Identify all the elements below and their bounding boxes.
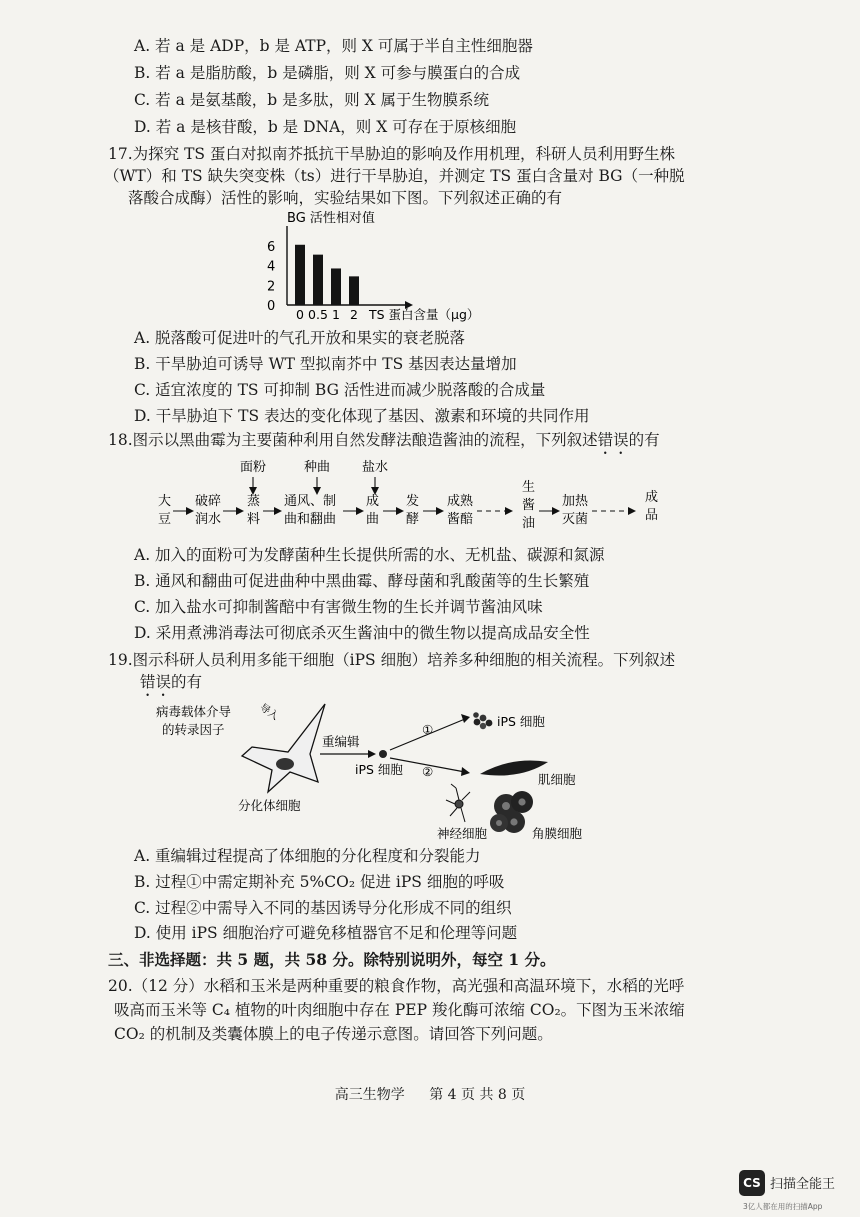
q19-option-a: A. 重编辑过程提高了体细胞的分化程度和分裂能力 — [134, 847, 481, 865]
arrow-right-icon — [186, 507, 194, 515]
q18-stem-end: 的有 — [628, 431, 660, 449]
arrow-right-icon — [368, 750, 376, 758]
q18-option-d: D. 采用煮沸消毒法可彻底杀灭生酱油中的微生物以提高成品安全性 — [134, 624, 590, 642]
step-mash-1: 成熟 — [447, 494, 474, 509]
arrow-right-icon — [461, 714, 470, 723]
step-steam-1: 蒸 — [247, 494, 261, 509]
q19-stem-line1: 19.图示科研人员利用多能干细胞（iPS 细胞）培养多种细胞的相关流程。下列叙述 — [108, 651, 676, 669]
soy-sauce-flow-diagram — [150, 455, 710, 535]
input-brine: 盐水 — [362, 460, 389, 475]
q18-option-b: B. 通风和翻曲可促进曲种中黑曲霉、酵母菌和乳酸菌等的生长繁殖 — [134, 572, 590, 590]
step-mature-koji-2: 曲 — [366, 512, 380, 527]
q17-stem-line3: 落酸合成酶）活性的影响，实验结果如下图。下列叙述正确的有 — [128, 189, 563, 207]
step-crush-2: 润水 — [195, 512, 222, 527]
q17-option-c: C. 适宜浓度的 TS 可抑制 BG 活性进而减少脱落酸的合成量 — [134, 381, 546, 399]
q20-stem-line1: 20.（12 分）水稻和玉米是两种重要的粮食作物，高光强和高温环境下，水稻的光呼 — [108, 977, 685, 995]
footer-subject: 高三生物学 — [334, 1087, 405, 1103]
chart-bar — [313, 255, 323, 305]
step-raw-sauce-3: 油 — [522, 516, 536, 531]
ips-colony-icon — [473, 712, 492, 729]
q18-stem — [108, 430, 660, 458]
chart-x-tick: 0.5 — [308, 307, 328, 322]
chart-y-tick: 2 — [267, 279, 276, 295]
watermark-tagline: 3亿人都在用的扫描App — [743, 1202, 823, 1211]
arrow-right-icon — [552, 507, 560, 515]
watermark-name: 扫描全能王 — [770, 1177, 836, 1192]
step-mash-2: 酱醅 — [447, 512, 474, 527]
q17-stem-line1: 17.为探究 TS 蛋白对拟南芥抵抗干旱胁迫的影响及作用机理，科研人员利用野生株 — [108, 145, 675, 163]
step-crush-1: 破碎 — [195, 494, 222, 509]
neuron-label: 神经细胞 — [437, 826, 488, 841]
somatic-cell-shape — [242, 704, 325, 792]
chart-x-tick: 1 — [332, 307, 340, 322]
q19-option-b: B. 过程①中需定期补充 5%CO₂ 促进 iPS 细胞的呼吸 — [134, 873, 505, 891]
q19-option-c: C. 过程②中需导入不同的基因诱导分化形成不同的组织 — [134, 899, 512, 917]
step-ferment-1: 发 — [406, 494, 420, 509]
somatic-cell-label: 分化体细胞 — [238, 798, 301, 813]
scanner-watermark — [739, 1170, 859, 1214]
q16-option-b: B. 若 a 是脂肪酸，b 是磷脂，则 X 可参与膜蛋白的合成 — [134, 64, 521, 82]
reprogram-label: 重编辑 — [322, 734, 360, 749]
arrow-right-icon — [236, 507, 244, 515]
somatic-nucleus-icon — [276, 758, 294, 770]
step-soybean-1: 大 — [158, 494, 172, 509]
q17-stem-line2: （WT）和 TS 缺失突变株（ts）进行干旱胁迫，并测定 TS 蛋白含量对 BG（一种脱 — [104, 167, 685, 185]
chart-bar — [349, 276, 359, 305]
arrow-right-icon — [274, 507, 282, 515]
input-flour: 面粉 — [240, 460, 267, 475]
q19-stem-emphasis: 错误 — [140, 673, 172, 691]
chart-x-tick: 0 — [296, 307, 304, 322]
arrow-right-icon — [436, 507, 444, 515]
q16-option-c: C. 若 a 是氨基酸，b 是多肽，则 X 属于生物膜系统 — [134, 91, 489, 109]
arrow-right-icon — [396, 507, 404, 515]
neuron-icon — [446, 784, 470, 822]
chart-x-tick: 2 — [350, 307, 358, 322]
bg-activity-chart — [245, 208, 480, 323]
chart-bar — [331, 268, 341, 305]
ips-center-label: iPS 细胞 — [355, 762, 403, 777]
arrow-right-icon — [505, 507, 513, 515]
arrow-right-icon — [461, 767, 470, 776]
input-starter: 种曲 — [304, 460, 331, 475]
chart-y-tick: 4 — [267, 259, 276, 275]
q17-option-d: D. 干旱胁迫下 TS 表达的变化体现了基因、激素和环境的共同作用 — [134, 407, 590, 425]
footer-page-number: 第 4 页 共 8 页 — [429, 1087, 526, 1103]
chart-xlabel: TS 蛋白含量（μg） — [369, 307, 480, 322]
step2-label: ② — [422, 764, 434, 779]
q16-option-d: D. 若 a 是核苷酸，b 是 DNA，则 X 可存在于原核细胞 — [134, 118, 517, 136]
ips-cell-diagram — [140, 692, 620, 852]
step-raw-sauce-1: 生 — [522, 480, 536, 495]
ips-cell-icon — [379, 750, 387, 758]
vector-label-2: 的转录因子 — [162, 722, 225, 737]
chart-y-tick: 0 — [267, 299, 276, 314]
q19-stem-end: 的有 — [171, 673, 203, 691]
cornea-label: 角膜细胞 — [532, 826, 583, 841]
step-sterilize-1: 加热 — [562, 494, 589, 509]
q18-option-a: A. 加入的面粉可为发酵菌种生长提供所需的水、无机盐、碳源和氮源 — [134, 546, 605, 564]
q20-stem-line2: 吸高而玉米等 C₄ 植物的叶肉细胞中存在 PEP 羧化酶可浓缩 CO₂。下图为玉米浓缩 — [114, 1001, 685, 1019]
step-koji-1: 通风、制 — [284, 494, 337, 509]
muscle-label: 肌细胞 — [538, 772, 576, 787]
step-raw-sauce-2: 酱 — [522, 498, 536, 513]
step-soybean-2: 豆 — [158, 512, 172, 527]
chart-ylabel: BG 活性相对值 — [287, 211, 375, 226]
q18-stem-text: 18.图示以黑曲霉为主要菌种利用自然发酵法酿造酱油的流程，下列叙述 — [108, 431, 598, 449]
step-product-1: 成 — [645, 490, 659, 505]
page-footer — [0, 1084, 860, 1104]
q18-option-c: C. 加入盐水可抑制酱醅中有害微生物的生长并调节酱油风味 — [134, 598, 543, 616]
step-steam-2: 料 — [247, 512, 261, 527]
q16-option-a: A. 若 a 是 ADP，b 是 ATP，则 X 可属于半自主性细胞器 — [134, 37, 533, 55]
step-sterilize-2: 灭菌 — [562, 512, 589, 527]
camscanner-logo-icon: CS — [739, 1170, 765, 1196]
step-product-2: 品 — [645, 508, 659, 523]
step-mature-koji-1: 成 — [366, 494, 380, 509]
arrow-right-icon — [628, 507, 636, 515]
ips-colony-label: iPS 细胞 — [497, 714, 545, 729]
corneal-cells-icon — [490, 791, 533, 833]
step-ferment-2: 酵 — [406, 512, 420, 527]
q17-option-b: B. 干旱胁迫可诱导 WT 型拟南芥中 TS 基因表达量增加 — [134, 355, 517, 373]
import-label: 导入 — [257, 702, 281, 723]
chart-y-tick: 6 — [267, 239, 276, 255]
section-3-header: 三、非选择题：共 5 题，共 58 分。除特别说明外，每空 1 分。 — [108, 950, 556, 969]
q19-option-d: D. 使用 iPS 细胞治疗可避免移植器官不足和伦理等问题 — [134, 924, 518, 942]
chart-bar — [295, 245, 305, 305]
q17-option-a: A. 脱落酸可促进叶的气孔开放和果实的衰老脱落 — [134, 329, 466, 347]
arrow-right-icon — [356, 507, 364, 515]
q18-stem-emphasis: 错误 — [597, 431, 629, 449]
step-koji-2: 曲和翻曲 — [284, 512, 337, 527]
q20-stem-line3: CO₂ 的机制及类囊体膜上的电子传递示意图。请回答下列问题。 — [114, 1025, 553, 1043]
vector-label-1: 病毒载体介导 — [156, 704, 232, 719]
step1-label: ① — [422, 722, 434, 737]
